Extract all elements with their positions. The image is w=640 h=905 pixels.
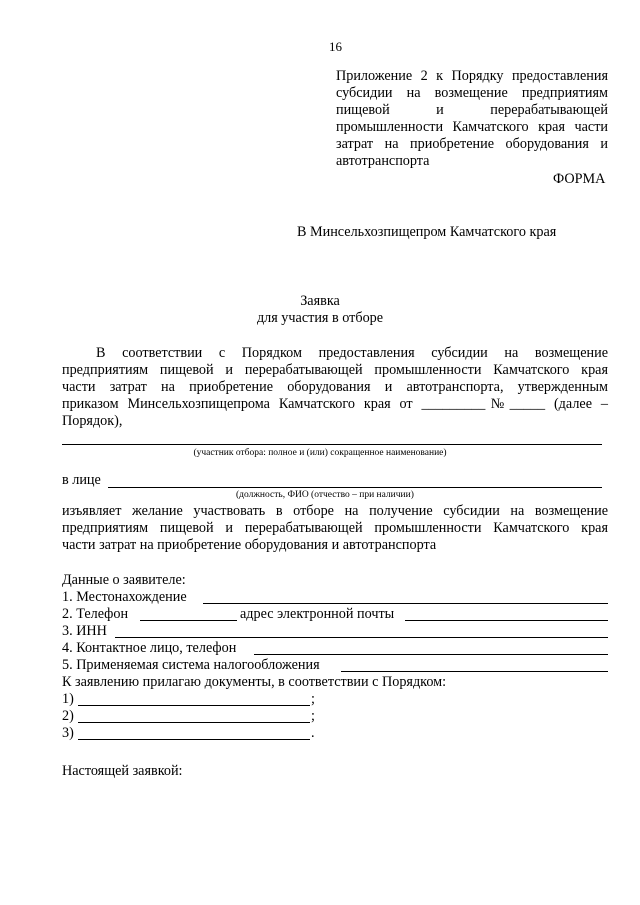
participant-caption: (участник отбора: полное и (или) сокращенное наименование): [193, 448, 447, 458]
doc-end: .: [311, 725, 315, 741]
representative-field[interactable]: [108, 487, 602, 488]
appendix-line: субсидии на возмещение предприятиям: [336, 85, 608, 101]
page-number: 16: [329, 39, 342, 54]
contact-field[interactable]: [254, 654, 608, 655]
participant-name-field[interactable]: [62, 444, 602, 445]
wish-line: части затрат на приобретение оборудования и автотранспорта: [62, 537, 437, 553]
doc-field-2[interactable]: [78, 722, 310, 723]
docs-heading: К заявлению прилагаю документы, в соответствии с Порядком:: [62, 674, 447, 690]
doc-number: 1): [62, 691, 74, 707]
wish-line: предприятиям пищевой и перерабатывающей промышленности Камчатского края: [62, 520, 608, 536]
appendix-line: промышленности Камчатского края части: [336, 119, 608, 135]
intro-line: Порядок),: [62, 413, 123, 429]
appendix-line: затрат на приобретение оборудования и: [336, 136, 608, 152]
position-caption: (должность, ФИО (отчество – при наличии): [236, 490, 414, 500]
tax-field[interactable]: [341, 671, 608, 672]
inn-field[interactable]: [115, 637, 608, 638]
email-field[interactable]: [405, 620, 608, 621]
applicant-heading: Данные о заявителе:: [62, 572, 186, 588]
intro-line: В соответствии с Порядком предоставления субсидии на возмещение: [96, 345, 608, 361]
document-title: Заявка: [300, 293, 340, 309]
wish-line: изъявляет желание участвовать в отборе на получение субсидии на возмещение: [62, 503, 608, 519]
form-label: ФОРМА: [553, 171, 606, 187]
intro-line: предприятиям пищевой и перерабатывающей промышленности Камчатского края: [62, 362, 608, 378]
appendix-line: Приложение 2 к Порядку предоставления: [336, 68, 608, 84]
doc-end: ;: [311, 691, 315, 707]
appendix-line: пищевой и перерабатывающей: [336, 102, 608, 118]
addressee: В Минсельхозпищепром Камчатского края: [297, 224, 557, 240]
phone-field[interactable]: [140, 620, 237, 621]
closing-text: Настоящей заявкой:: [62, 763, 183, 779]
location-label: 1. Местонахождение: [62, 589, 187, 605]
in-person-label: в лице: [62, 472, 101, 488]
email-label: адрес электронной почты: [240, 606, 395, 622]
doc-number: 3): [62, 725, 74, 741]
phone-label: 2. Телефон: [62, 606, 129, 622]
appendix-line: автотранспорта: [336, 153, 430, 169]
location-field[interactable]: [203, 603, 608, 604]
doc-field-1[interactable]: [78, 705, 310, 706]
inn-label: 3. ИНН: [62, 623, 107, 639]
contact-label: 4. Контактное лицо, телефон: [62, 640, 237, 656]
doc-field-3[interactable]: [78, 739, 310, 740]
tax-label: 5. Применяемая система налогообложения: [62, 657, 320, 673]
doc-number: 2): [62, 708, 74, 724]
doc-end: ;: [311, 708, 315, 724]
intro-line: части затрат на приобретение оборудования и автотранспорта, утвержденным: [62, 379, 608, 395]
document-subtitle: для участия в отборе: [256, 310, 384, 326]
intro-line: приказом Минсельхозпищепрома Камчатского края от _________№_____ (далее –: [62, 396, 608, 412]
